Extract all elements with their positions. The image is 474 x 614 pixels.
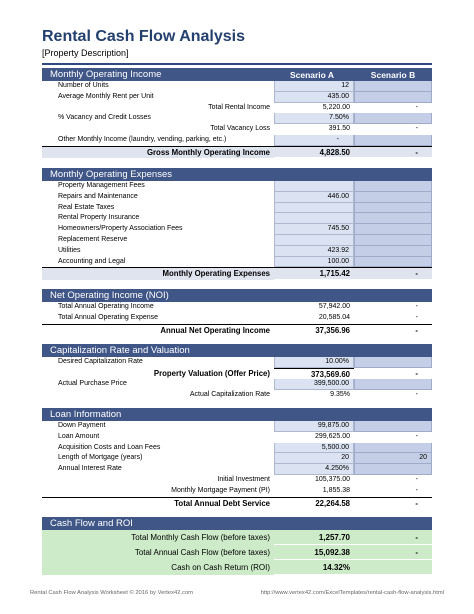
row-label: Homeowners/Property Association Fees: [58, 225, 183, 233]
source-url-link[interactable]: http://www.vertex42.com/ExcelTemplates/rental-cash-flow-analysis.html: [260, 590, 444, 596]
capitalization-rate-section: [42, 344, 432, 401]
scenario-a-value: 1,855.38: [274, 486, 354, 497]
scenario-b-total: -: [354, 268, 432, 280]
section-title: Loan Information: [50, 409, 122, 420]
section-title: Net Operating Income (NOI): [50, 290, 169, 301]
scenario-b-cell[interactable]: [354, 443, 432, 454]
row-label: Actual Purchase Price: [58, 380, 127, 388]
total-vacancy-loss-row: [42, 124, 432, 135]
row-label: Total Annual Cash Flow (before taxes): [134, 548, 270, 557]
scenario-a-cell[interactable]: 12: [274, 81, 354, 92]
scenario-b-cell[interactable]: [354, 113, 432, 124]
page-title: Rental Cash Flow Analysis: [42, 28, 246, 45]
net-operating-income-section: [42, 289, 432, 336]
annual-debt-service-total: [42, 497, 432, 510]
total-label: Total Annual Debt Service: [174, 498, 270, 508]
scenario-b-value: -: [354, 390, 432, 401]
row-label: Acquisition Costs and Loan Fees: [58, 443, 161, 451]
scenario-a-value: 105,375.00: [274, 475, 354, 486]
scenario-b-value: -: [354, 103, 432, 114]
loan-amount-row: [42, 432, 432, 443]
annual-noi-total: [42, 324, 432, 337]
scenario-a-cell[interactable]: 745.50: [274, 224, 354, 235]
scenario-a-header: Scenario A: [289, 69, 335, 80]
scenario-a-cell[interactable]: 399,500.00: [274, 379, 354, 390]
scenario-a-cell[interactable]: 10.00%: [274, 357, 354, 368]
property-valuation-row: [42, 368, 432, 380]
annual-expense-row: [42, 313, 432, 324]
row-label: % Vacancy and Credit Losses: [58, 114, 151, 122]
scenario-b-value: -: [354, 313, 432, 324]
section-header: [42, 517, 432, 530]
scenario-a-cell[interactable]: 435.00: [274, 92, 354, 103]
monthly-operating-income-section: [42, 68, 432, 158]
section-header: [42, 344, 432, 357]
property-description[interactable]: [Property Description]: [42, 48, 129, 58]
annual-cash-flow-row: [42, 545, 432, 560]
scenario-a-cell[interactable]: -: [274, 135, 354, 146]
row-label: Property Valuation (Offer Price): [153, 368, 270, 378]
expense-row: [42, 192, 432, 203]
scenario-a-cell[interactable]: 99,875.00: [274, 421, 354, 432]
row-label: Length of Mortgage (years): [58, 454, 143, 462]
row-label: Total Vacancy Loss: [210, 125, 270, 133]
scenario-a-cell[interactable]: 423.92: [274, 246, 354, 257]
cash-flow-roi-section: [42, 517, 432, 575]
total-rental-income-row: [42, 103, 432, 114]
scenario-a-value: 391.50: [274, 124, 354, 135]
scenario-a-cell[interactable]: 20: [274, 453, 354, 464]
expense-row: [42, 246, 432, 257]
scenario-a-cell[interactable]: 446.00: [274, 192, 354, 203]
loan-information-section: [42, 408, 432, 509]
scenario-b-cell[interactable]: [354, 257, 432, 268]
scenario-a-value: 20,585.04: [274, 313, 354, 324]
row-label: Total Rental Income: [208, 103, 270, 111]
scenario-a-total: 4,828.50: [274, 147, 354, 159]
total-label: Annual Net Operating Income: [160, 325, 270, 335]
scenario-b-value: -: [354, 475, 432, 486]
scenario-a-value: 1,257.70: [274, 530, 354, 545]
purchase-price-row: [42, 379, 432, 390]
avg-rent-row: [42, 92, 432, 103]
acquisition-costs-row: [42, 443, 432, 454]
section-header: [42, 408, 432, 421]
actual-cap-rate-row: [42, 390, 432, 401]
section-header: [42, 168, 432, 181]
scenario-a-cell[interactable]: 5,500.00: [274, 443, 354, 454]
scenario-b-total: -: [354, 325, 432, 337]
row-label: Total Monthly Cash Flow (before taxes): [131, 533, 270, 542]
scenario-a-cell[interactable]: 100.00: [274, 257, 354, 268]
scenario-b-cell[interactable]: [354, 246, 432, 257]
monthly-payment-row: [42, 486, 432, 497]
expense-row: [42, 181, 432, 192]
scenario-b-cell[interactable]: [354, 81, 432, 92]
desired-cap-rate-row: [42, 357, 432, 368]
section-title: Capitalization Rate and Valuation: [50, 345, 190, 356]
scenario-b-cell[interactable]: 20: [354, 453, 432, 464]
section-title: Cash Flow and ROI: [50, 518, 133, 529]
scenario-b-value: -: [354, 302, 432, 313]
row-label: Replacement Reserve: [58, 235, 128, 243]
scenario-b-cell[interactable]: [354, 92, 432, 103]
row-label: Repairs and Maintenance: [58, 192, 138, 200]
copyright-text: Rental Cash Flow Analysis Worksheet © 2016 by Vertex42.com: [30, 590, 194, 596]
mortgage-length-row: [42, 453, 432, 464]
expense-row: [42, 224, 432, 235]
section-title: Monthly Operating Income: [50, 69, 162, 80]
scenario-a-cell[interactable]: 7.50%: [274, 113, 354, 124]
row-label: Annual Interest Rate: [58, 465, 122, 473]
gross-operating-income-total: [42, 146, 432, 159]
row-label: Rental Property Insurance: [58, 214, 140, 222]
scenario-b-value: -: [354, 368, 432, 380]
scenario-b-value: -: [354, 124, 432, 135]
row-label: Accounting and Legal: [58, 257, 126, 265]
scenario-a-value: 373,569.60: [274, 368, 354, 380]
scenario-b-cell[interactable]: [354, 213, 432, 224]
scenario-a-value: 14.32%: [274, 560, 354, 575]
other-income-row: [42, 135, 432, 146]
row-label: Initial Investment: [217, 475, 270, 483]
monthly-cash-flow-row: [42, 530, 432, 545]
scenario-b-cell[interactable]: [354, 235, 432, 246]
down-payment-row: [42, 421, 432, 432]
monthly-operating-expenses-section: [42, 168, 432, 280]
number-of-units-row: [42, 81, 432, 92]
scenario-b-value: -: [354, 545, 432, 560]
scenario-b-cell[interactable]: [354, 135, 432, 146]
scenario-b-cell[interactable]: [354, 357, 432, 368]
scenario-a-cell[interactable]: [274, 235, 354, 246]
scenario-a-value: 5,220.00: [274, 103, 354, 114]
scenario-b-value: -: [354, 486, 432, 497]
scenario-b-cell[interactable]: [354, 421, 432, 432]
row-label: Number of Units: [58, 82, 109, 89]
scenario-a-value: 299,625.00: [274, 432, 354, 443]
total-label: Monthly Operating Expenses: [162, 269, 270, 279]
scenario-a-total: 22,264.58: [274, 498, 354, 510]
scenario-b-header: Scenario B: [370, 69, 416, 80]
scenario-b-cell[interactable]: [354, 379, 432, 390]
expense-row: [42, 235, 432, 246]
expense-row: [42, 257, 432, 268]
row-label: Total Annual Operating Income: [58, 303, 154, 310]
scenario-b-value: -: [354, 432, 432, 443]
scenario-b-cell[interactable]: [354, 192, 432, 203]
section-title: Monthly Operating Expenses: [50, 169, 172, 180]
section-header: [42, 289, 432, 302]
annual-income-row: [42, 302, 432, 313]
scenario-a-cell[interactable]: [274, 181, 354, 192]
scenario-a-cell[interactable]: 4.250%: [274, 464, 354, 475]
row-label: Loan Amount: [58, 432, 100, 440]
row-label: Average Monthly Rent per Unit: [58, 92, 154, 100]
scenario-a-value: 9.35%: [274, 390, 354, 401]
row-label: Utilities: [58, 246, 81, 254]
scenario-b-cell[interactable]: [354, 224, 432, 235]
row-label: Other Monthly Income (laundry, vending, parking, etc.): [58, 135, 227, 143]
total-label: Gross Monthly Operating Income: [146, 147, 270, 157]
scenario-a-cell[interactable]: [274, 203, 354, 214]
expense-row: [42, 213, 432, 224]
row-label: Property Management Fees: [58, 182, 145, 189]
scenario-b-total: -: [354, 147, 432, 159]
scenario-a-cell[interactable]: [274, 213, 354, 224]
interest-rate-row: [42, 464, 432, 475]
row-label: Cash on Cash Return (ROI): [171, 563, 270, 572]
scenario-b-cell[interactable]: [354, 181, 432, 192]
title-divider: [42, 63, 432, 65]
scenario-b-cell[interactable]: [354, 464, 432, 475]
scenario-b-cell[interactable]: [354, 203, 432, 214]
scenario-a-value: 15,092.38: [274, 545, 354, 560]
initial-investment-row: [42, 475, 432, 486]
row-label: Desired Capitalization Rate: [58, 358, 143, 365]
section-header: [42, 68, 432, 81]
scenario-a-total: 37,356.96: [274, 325, 354, 337]
row-label: Down Payment: [58, 422, 106, 429]
scenario-b-value: [354, 560, 432, 575]
scenario-a-total: 1,715.42: [274, 268, 354, 280]
row-label: Real Estate Taxes: [58, 203, 115, 211]
scenario-b-total: -: [354, 498, 432, 510]
expense-row: [42, 203, 432, 214]
scenario-b-value: -: [354, 530, 432, 545]
scenario-a-value: 57,942.00: [274, 302, 354, 313]
row-label: Total Annual Operating Expense: [58, 313, 159, 321]
cash-on-cash-return-row: [42, 560, 432, 575]
row-label: Monthly Mortgage Payment (PI): [171, 486, 270, 494]
operating-expenses-total: [42, 267, 432, 280]
row-label: Actual Capitalization Rate: [189, 391, 270, 399]
vacancy-rate-row: [42, 113, 432, 124]
